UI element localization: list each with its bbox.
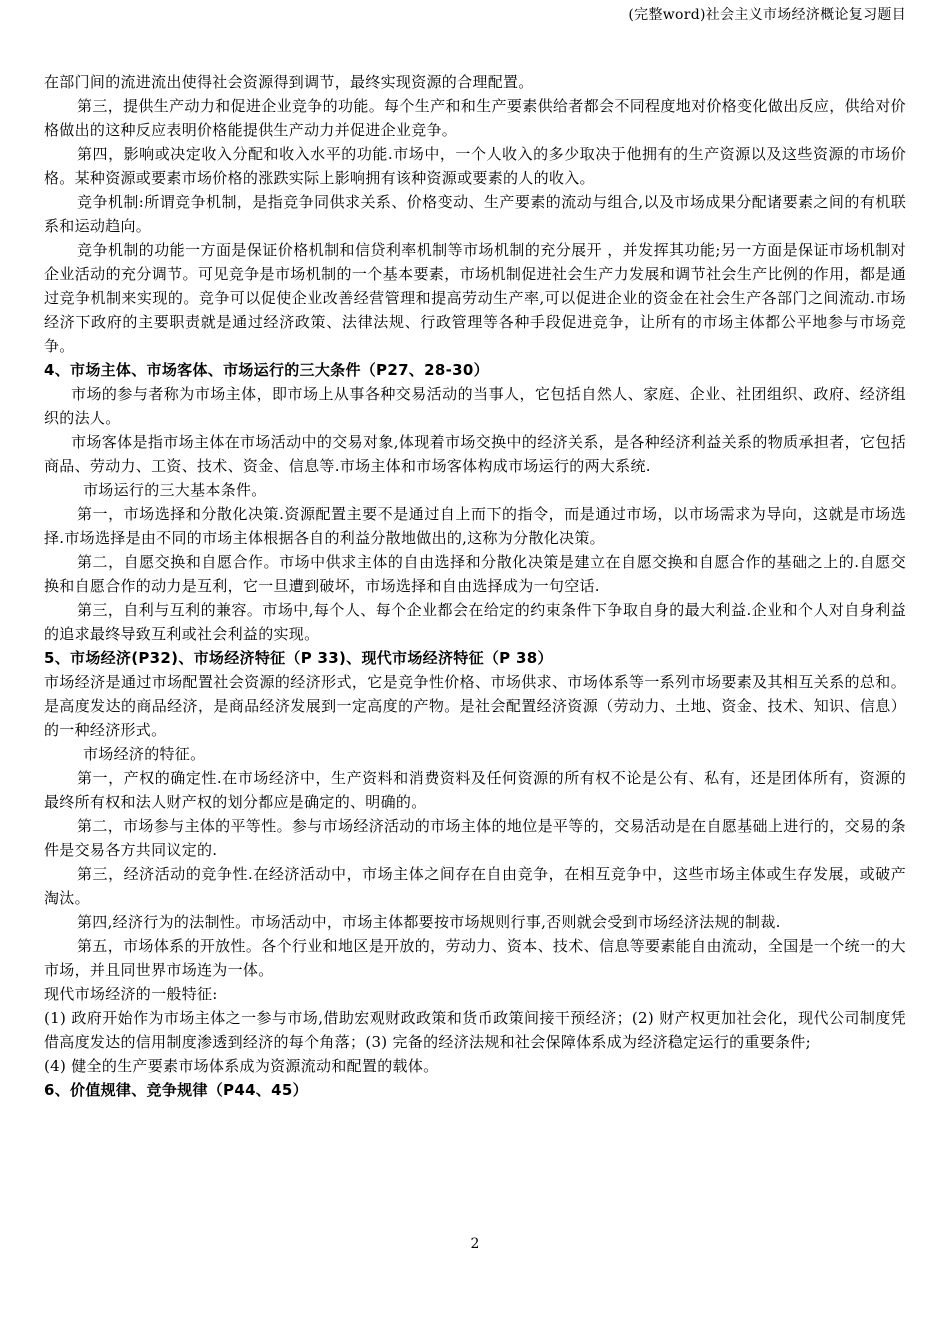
paragraph: 第四，影响或决定收入分配和收入水平的功能.市场中，一个人收入的多少取决于他拥有的生产资源以及这些资源的市场价格。某种资源或要素市场价格的涨跌实际上影响拥有该种资源或要素的人的收入。 xyxy=(44,145,906,187)
paragraph: 第五，市场体系的开放性。各个行业和地区是开放的，劳动力、资本、技术、信息等要素能自由流动，全国是一个统一的大市场，并且同世界市场连为一体。 xyxy=(44,937,906,979)
paragraph: 竞争机制的功能一方面是保证价格机制和信贷利率机制等市场机制的充分展开 ，并发挥其功能;另一方面是保证市场机制对企业活动的充分调节。可见竞争是市场机制的一个基本要素，市场机制促进社会生产力发展和调节社会生产比例的作用，都是通过竞争机制来实现的。竞争可以促使企业改善经营管理和提高劳动生产率,可以促进企业的资金在社会生产各部门之间流动.市场经济下政府的主要职责就是通过经济政策、法律法规、行政管理等各种手段促进竞争，让所有的市场主体都公平地参与市场竞争。 xyxy=(44,241,906,355)
paragraph: 现代市场经济的一般特征: xyxy=(44,985,218,1003)
paragraph: 市场的参与者称为市场主体，即市场上从事各种交易活动的当事人，它包括自然人、家庭、企业、社团组织、政府、经济组织的法人。 xyxy=(44,385,906,427)
paragraph: 市场客体是指市场主体在市场活动中的交易对象,体现着市场交换中的经济关系，是各种经济利益关系的物质承担者，它包括商品、劳动力、工资、技术、资金、信息等.市场主体和市场客体构成市场运行的两大系统. xyxy=(44,433,906,475)
paragraph: (1) 政府开始作为市场主体之一参与市场,借助宏观财政政策和货币政策间接干预经济；(2) 财产权更加社会化，现代公司制度凭借高度发达的信用制度渗透到经济的每个角落；(3) 完备的经济法规和社会保障体系成为经济稳定运行的重要条件; xyxy=(44,1009,906,1051)
paragraph: 第一，市场选择和分散化决策.资源配置主要不是通过自上而下的指令，而是通过市场，以市场需求为导向，这就是市场选择.市场选择是由不同的市场主体根据各自的利益分散地做出的,这称为分散化决策。 xyxy=(44,505,906,547)
paragraph: 市场经济的特征。 xyxy=(83,745,206,763)
document-body xyxy=(44,70,906,1102)
paragraph: 竞争机制:所谓竞争机制，是指竞争同供求关系、价格变动、生产要素的流动与组合,以及市场成果分配诸要素之间的有机联系和运动趋向。 xyxy=(44,193,906,235)
paragraph: 市场经济是通过市场配置社会资源的经济形式，它是竞争性价格、市场供求、市场体系等一系列市场要素及其相互关系的总和。是高度发达的商品经济，是商品经济发展到一定高度的产物。是社会配置经济资源（劳动力、土地、资金、技术、知识、信息）的一种经济形式。 xyxy=(44,673,906,739)
paragraph: 在部门间的流进流出使得社会资源得到调节，最终实现资源的合理配置。 xyxy=(44,73,534,91)
paragraph: 第四,经济行为的法制性。市场活动中，市场主体都要按市场规则行事,否则就会受到市场经济法规的制裁. xyxy=(77,913,781,931)
page-number: 2 xyxy=(470,1236,480,1252)
paragraph: 第三，经济活动的竞争性.在经济活动中，市场主体之间存在自由竞争，在相互竞争中，这些市场主体或生存发展，或破产淘汰。 xyxy=(44,865,906,907)
paragraph: 第二，自愿交换和自愿合作。市场中供求主体的自由选择和分散化决策是建立在自愿交换和自愿合作的基础之上的.自愿交换和自愿合作的动力是互利，它一旦遭到破坏，市场选择和自由选择成为一句空话. xyxy=(44,553,906,595)
paragraph: 第三，提供生产动力和促进企业竞争的功能。每个生产和和生产要素供给者都会不同程度地对价格变化做出反应，供给对价格做出的这种反应表明价格能提供生产动力并促进企业竞争。 xyxy=(44,97,906,139)
paragraph: 第二，市场参与主体的平等性。参与市场经济活动的市场主体的地位是平等的，交易活动是在自愿基础上进行的，交易的条件是交易各方共同议定的. xyxy=(44,817,906,859)
section-heading: 4、市场主体、市场客体、市场运行的三大条件（P27、28-30） xyxy=(44,361,489,379)
section-heading: 6、价值规律、竞争规律（P44、45） xyxy=(44,1081,308,1099)
paragraph: 第三，自利与互利的兼容。市场中,每个人、每个企业都会在给定的约束条件下争取自身的最大利益.企业和个人对自身利益的追求最终导致互利或社会利益的实现。 xyxy=(44,601,906,643)
paragraph: (4) 健全的生产要素市场体系成为资源流动和配置的载体。 xyxy=(44,1057,439,1075)
paragraph: 第一，产权的确定性.在市场经济中，生产资料和消费资料及任何资源的所有权不论是公有、私有，还是团体所有，资源的最终所有权和法人财产权的划分都应是确定的、明确的。 xyxy=(44,769,906,811)
paragraph: 市场运行的三大基本条件。 xyxy=(83,481,267,499)
document-header: (完整word)社会主义市场经济概论复习题目 xyxy=(628,7,906,23)
section-heading: 5、市场经济(P32)、市场经济特征（P 33)、现代市场经济特征（P 38） xyxy=(44,649,553,667)
